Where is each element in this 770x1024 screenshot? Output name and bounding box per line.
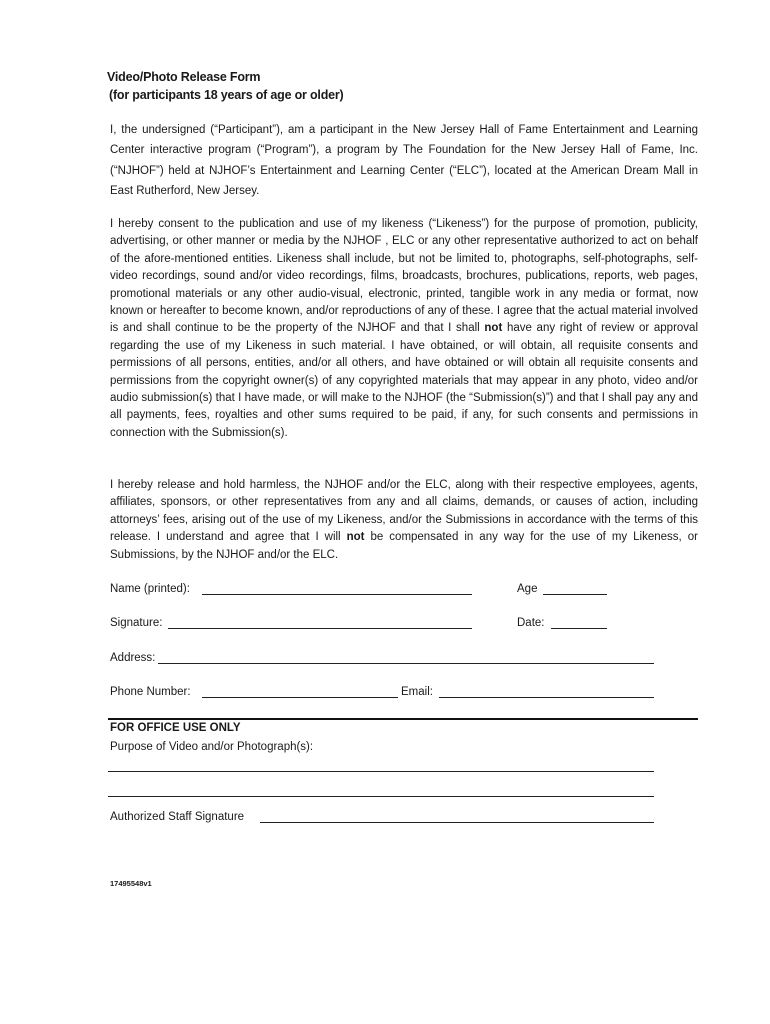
purpose-label: Purpose of Video and/or Photograph(s):: [110, 741, 314, 753]
age-field[interactable]: [543, 594, 607, 595]
staff-signature-label: Authorized Staff Signature: [110, 811, 245, 823]
form-title-subtitle: (for participants 18 years of age or older): [109, 88, 344, 102]
consent-text-part2: have any right of review or approval regarding the use of my Likeness in such material. I have obtained, or will obtain, all requisite consents and permissions of all persons, entities, and/or all others, and have obtained or will obtain all requisite consents and permissions from the copyright owner(s) of any copyrighted materials that may appear in any photo, video and/or audio submission(s) that I have made, or will make to the NJHOF (the “Submission(s)”) and that I shall pay any and all payments, fees, royalties and other sums required to be paid, if any, for such consents and permissions in connection with the Submission(s).: [110, 322, 698, 439]
date-field[interactable]: [551, 628, 607, 629]
phone-label: Phone Number:: [110, 686, 191, 698]
staff-signature-field[interactable]: [260, 822, 654, 823]
name-label: Name (printed):: [110, 583, 190, 595]
age-label: Age: [517, 583, 538, 595]
office-divider: [108, 718, 698, 720]
consent-not-emphasis: not: [484, 322, 503, 335]
participant-paragraph: I, the undersigned (“Participant”), am a participant in the New Jersey Hall of Fame Entertainment and Learning Center interactive program (“Program”), a program by The Foundation for the New Jersey Hall of Fame, Inc. (“NJHOF”) held at NJHOF’s Entertainment and Learning Center (“ELC”), located at the American Dream Mall in East Rutherford, New Jersey.: [110, 124, 698, 197]
form-title: [107, 68, 344, 104]
address-label: Address:: [110, 652, 156, 664]
purpose-field-line-1[interactable]: [108, 771, 654, 772]
address-field[interactable]: [158, 663, 654, 664]
signature-field[interactable]: [168, 628, 472, 629]
email-field[interactable]: [439, 697, 654, 698]
form-title-main: Video/Photo Release Form: [107, 70, 261, 84]
date-label: Date:: [517, 617, 545, 629]
release-paragraph: [110, 477, 698, 564]
release-not-emphasis: not: [346, 531, 365, 544]
phone-field[interactable]: [202, 697, 398, 698]
release-text-part2: be compensated in any way for the use of my Likeness, or Submissions, by the NJHOF and/or the ELC.: [110, 531, 698, 561]
release-text-part1: I hereby release and hold harmless, the NJHOF and/or the ELC, along with their respective employees, agents, affiliates, sponsors, or other representatives from any and all claims, demands, or causes of action, including attorneys’ fees, arising out of the use of my Likeness, and/or the Submissions in accordance with the terms of this release. I understand and agree that I will: [110, 479, 698, 544]
email-label: Email:: [401, 686, 433, 698]
signature-label: Signature:: [110, 617, 163, 629]
office-use-heading: FOR OFFICE USE ONLY: [110, 722, 241, 734]
consent-paragraph: [110, 216, 698, 442]
purpose-field-line-2[interactable]: [108, 796, 654, 797]
name-field[interactable]: [202, 594, 472, 595]
document-number: 17495548v1: [110, 879, 152, 888]
consent-text-part1: I hereby consent to the publication and use of my likeness (“Likeness”) for the purpose of promotion, publicity, advertising, or other manner or media by the NJHOF , ELC or any other representative authorized to act on behalf of the afore-mentioned entities. Likeness shall include, but not be limited to, photographs, self-photographs, self-video recordings, sound and/or video recordings, films, broadcasts, brochures, publications, reports, web pages, promotional materials or any other audio-visual, electronic, printed, tangible work in any media or format, now known or hereafter to become known, and/or reproductions of any of these. I agree that the actual material involved is and shall continue to be the property of the NJHOF and that I shall: [110, 218, 698, 335]
